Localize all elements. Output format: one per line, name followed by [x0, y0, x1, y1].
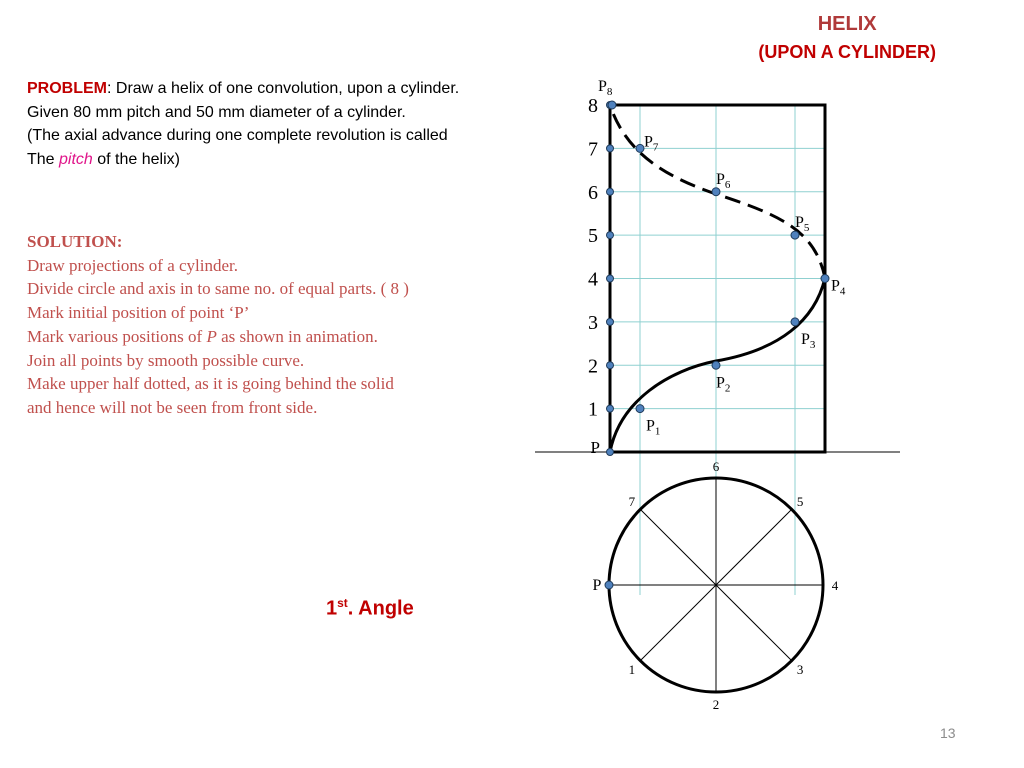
problem-line-2: Given 80 mm pitch and 50 mm diameter of a cylinder.	[27, 103, 406, 121]
axis-number: 5	[588, 225, 598, 248]
helix-point-label: $P_8$	[598, 78, 613, 98]
helix-point-label: $P_2$	[716, 374, 731, 395]
helix-point-label: $P_1$	[646, 417, 661, 438]
axis-point	[607, 318, 614, 325]
problem-line-4-pre: The	[27, 150, 60, 168]
axis-number: 8	[588, 95, 598, 117]
radial-division-line	[640, 509, 716, 585]
axis-number: 6	[588, 181, 598, 204]
axis-number: 4	[588, 268, 598, 291]
angle-number: 1	[326, 597, 338, 620]
helix-point-label: $P_3$	[801, 330, 816, 351]
axis-number: 1	[588, 398, 598, 421]
start-point-label: P	[590, 438, 600, 457]
axis-point	[607, 405, 614, 412]
solution-step: Draw projections of a cylinder.	[27, 255, 239, 275]
axis-point	[607, 449, 614, 456]
axis-point	[607, 188, 614, 195]
angle-suffix: st	[337, 596, 348, 610]
circle-division-label: P	[592, 577, 602, 594]
problem-line-4-post: of the helix)	[92, 150, 180, 168]
circle-division-label: 3	[796, 662, 804, 678]
radial-division-line	[716, 585, 792, 661]
circle-division-label: 6	[712, 459, 720, 474]
helix-point-label: $P_5$	[795, 214, 810, 235]
helix-point-label: $P_7$	[644, 133, 659, 154]
solution-step: Mark initial position of point ‘P’	[27, 303, 250, 323]
pitch-word: pitch	[59, 150, 93, 168]
initial-point-marker	[605, 581, 613, 589]
axis-point	[607, 275, 614, 282]
circle-division-label: 1	[628, 662, 636, 678]
problem-label: PROBLEM	[27, 80, 107, 97]
axis-number: 3	[588, 311, 598, 334]
axis-point	[607, 362, 614, 369]
solution-step: Divide circle and axis in to same no. of equal parts. ( 8 )	[27, 279, 409, 299]
helix-point	[636, 405, 644, 413]
helix-point	[712, 188, 720, 196]
axis-point	[607, 145, 614, 152]
circle-division-label: 7	[628, 493, 636, 509]
circle-division-label: 2	[712, 697, 720, 712]
title-helix: HELIX	[817, 13, 877, 35]
problem-line-3: (The axial advance during one complete revolution is called	[27, 127, 448, 144]
solution-step: Join all points by smooth possible curve.	[27, 350, 305, 370]
solution-step: and hence will not be seen from front side.	[27, 397, 318, 417]
page-number: 13	[940, 725, 956, 741]
problem-text-1: : Draw a helix of one convolution, upon a cylinder.	[107, 80, 460, 97]
axis-number: 2	[588, 355, 598, 378]
solution-step: Make upper half dotted, as it is going behind the solid	[27, 374, 394, 394]
division-marks	[588, 78, 846, 457]
radial-division-line	[640, 585, 716, 661]
helix-point	[791, 318, 799, 326]
helix-point	[791, 231, 799, 239]
circle-division-label: 4	[831, 578, 839, 593]
step-mark-text-end: as shown in animation.	[216, 326, 378, 346]
helix-point	[712, 361, 720, 369]
axis-number: 7	[588, 138, 598, 161]
angle-text: . Angle	[347, 597, 414, 620]
step-point-p: P	[206, 326, 217, 346]
helix-point	[608, 101, 616, 109]
projection-angle-label	[326, 596, 414, 621]
helix-point	[636, 144, 644, 152]
title-upon-cylinder: (UPON A CYLINDER)	[758, 42, 936, 62]
step-mark-text: Mark various positions of	[27, 326, 207, 346]
helix-point	[821, 275, 829, 283]
axis-point	[607, 232, 614, 239]
solution-heading: SOLUTION:	[27, 232, 123, 251]
helix-point-label: $P_6$	[716, 170, 731, 191]
helix-point-label: $P_4$	[831, 277, 846, 298]
circle-division-label: 5	[796, 493, 804, 509]
top-view	[593, 459, 839, 712]
radial-division-line	[716, 509, 792, 585]
